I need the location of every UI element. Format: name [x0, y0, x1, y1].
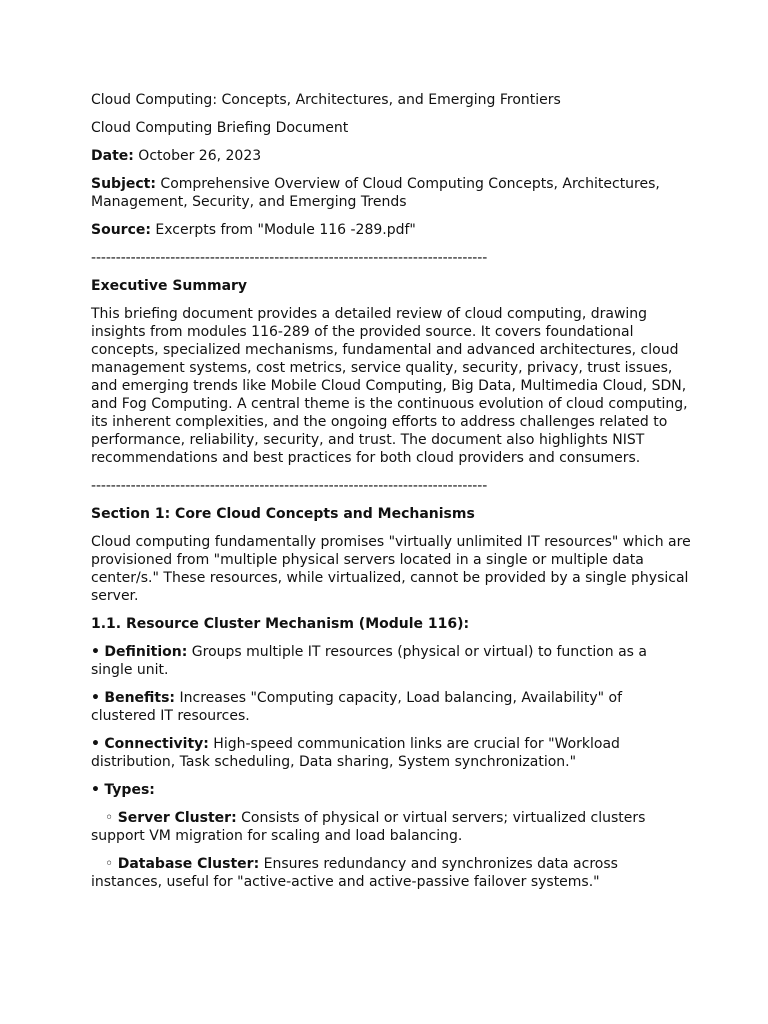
bullet-types	[91, 781, 691, 799]
executive-summary-body: This briefing document provides a detailed review of cloud computing, drawing insights from modules 116-289 of the provided source. It covers foundational concepts, specialized mechanisms, fundamental and advanced architectures, cloud management systems, cost metrics, service quality, security, privacy, trust issues, and emerging trends like Mobile Cloud Computing, Big Data, Multimedia Cloud, SDN, and Fog Computing. A central theme is the continuous evolution of cloud computing, its inherent complexities, and the ongoing efforts to address challenges related to performance, reliability, security, and trust. The document also highlights NIST recommendations and best practices for both cloud providers and consumers.	[91, 306, 688, 466]
executive-summary-heading: Executive Summary	[91, 278, 248, 294]
source-line	[91, 221, 691, 239]
bullet-text: High-speed communication links are crucial for "Workload distribution, Task scheduling, Data sharing, System synchronization."	[91, 736, 620, 770]
sub-bullet-glyph: ◦	[105, 810, 114, 826]
date-value: October 26, 2023	[133, 148, 262, 164]
bullet-glyph: •	[91, 782, 100, 798]
date-line	[91, 147, 691, 165]
sub-bullet-text: Consists of physical or virtual servers; virtualized clusters support VM migration for scaling and load balancing.	[91, 810, 646, 844]
section-1-intro: Cloud computing fundamentally promises "virtually unlimited IT resources" which are provisioned from "multiple physical servers located in a single or multiple data center/s." These resources, while virtualized, cannot be provided by a single physical server.	[91, 534, 691, 604]
bullet-definition	[91, 643, 691, 679]
section-1-heading: Section 1: Core Cloud Concepts and Mechanisms	[91, 506, 475, 522]
subject-value: Comprehensive Overview of Cloud Computing Concepts, Architectures, Management, Security, and Emerging Trends	[91, 176, 660, 210]
section-1-1-heading: 1.1. Resource Cluster Mechanism (Module 116):	[91, 616, 470, 632]
source-label: Source:	[91, 222, 151, 238]
sub-bullet-database-cluster	[91, 855, 691, 891]
date-label: Date:	[91, 148, 134, 164]
bullet-label: Connectivity:	[104, 736, 209, 752]
document-subtitle: Cloud Computing Briefing Document	[91, 120, 349, 136]
bullet-glyph: •	[91, 690, 100, 706]
sub-bullet-label: Server Cluster:	[117, 810, 237, 826]
bullet-text: Increases "Computing capacity, Load balancing, Availability" of clustered IT resources.	[91, 690, 623, 724]
bullet-connectivity	[91, 735, 691, 771]
bullet-benefits	[91, 689, 691, 725]
subject-line	[91, 175, 691, 211]
document-title: Cloud Computing: Concepts, Architectures, and Emerging Frontiers	[91, 92, 561, 108]
sub-bullet-server-cluster	[91, 809, 691, 845]
subject-label: Subject:	[91, 176, 156, 192]
sub-bullet-label: Database Cluster:	[117, 856, 260, 872]
bullet-text: Groups multiple IT resources (physical or virtual) to function as a single unit.	[91, 644, 648, 678]
sub-bullet-text: Ensures redundancy and synchronizes data across instances, useful for "active-active and active-passive failover systems."	[91, 856, 618, 890]
bullet-glyph: •	[91, 736, 100, 752]
bullet-label: Types:	[104, 782, 155, 798]
document-page	[91, 91, 691, 901]
separator-line: --------------------------------------------------------------------------------	[91, 478, 488, 494]
bullet-label: Benefits:	[104, 690, 176, 706]
sub-bullet-glyph: ◦	[105, 856, 114, 872]
source-value: Excerpts from "Module 116 -289.pdf"	[150, 222, 416, 238]
bullet-glyph: •	[91, 644, 100, 660]
separator-line: --------------------------------------------------------------------------------	[91, 250, 488, 266]
bullet-label: Definition:	[104, 644, 188, 660]
